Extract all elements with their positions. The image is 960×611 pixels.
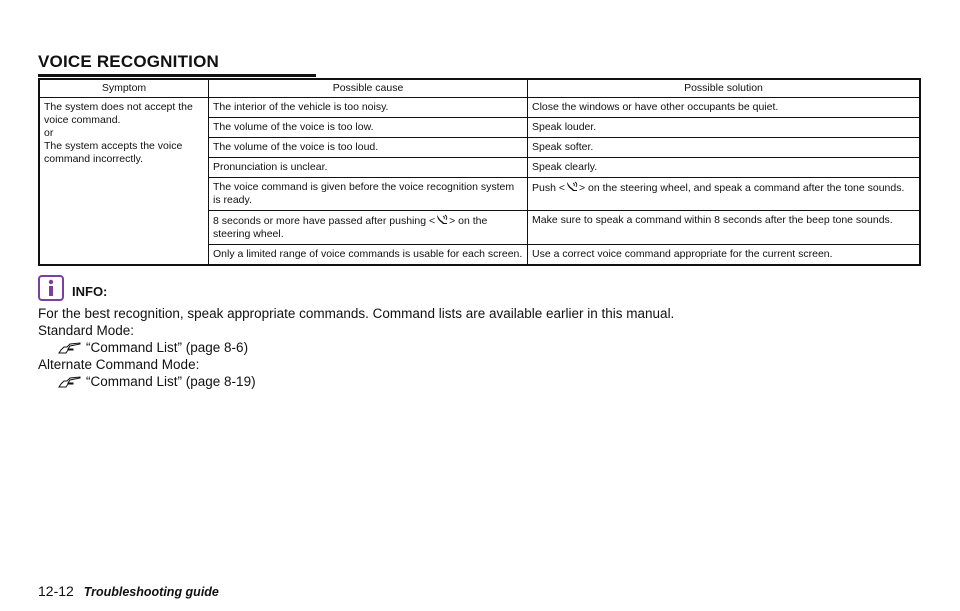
pointing-hand-icon [58, 341, 82, 355]
standard-mode-label: Standard Mode: [38, 323, 135, 338]
alternate-mode-ref-text[interactable]: “Command List” (page 8-19) [86, 374, 256, 389]
header-possible-cause: Possible cause [209, 79, 528, 98]
alternate-mode-label: Alternate Command Mode: [38, 357, 200, 372]
troubleshooting-table [38, 78, 921, 266]
talk-switch-icon [565, 181, 579, 192]
cause-cell: The volume of the voice is too low. [209, 118, 528, 138]
info-i-glyph [44, 279, 58, 297]
solution-cell: Close the windows or have other occupants be quiet. [528, 98, 921, 118]
symptom-cell [39, 98, 209, 266]
solution-cell: Make sure to speak a command within 8 seconds after the beep tone sounds. [528, 211, 921, 245]
talk-switch-icon [435, 214, 449, 225]
info-label: INFO: [72, 283, 108, 299]
solution-text-pre: Push < [532, 182, 565, 194]
section-title: VOICE RECOGNITION [38, 52, 219, 71]
table-header-row [39, 79, 920, 98]
info-heading [38, 275, 107, 301]
info-description: For the best recognition, speak appropriate commands. Command lists are available earlier in this manual. [38, 306, 675, 321]
cause-cell: Pronunciation is unclear. [209, 158, 528, 178]
solution-cell: Speak softer. [528, 138, 921, 158]
title-underline [38, 74, 316, 77]
info-body [38, 305, 674, 390]
solution-cell: Speak clearly. [528, 158, 921, 178]
cause-cell: The voice command is given before the voice recognition system is ready. [209, 178, 528, 211]
symptom-text: The system does not accept the voice command. or The system accepts the voice command incorrectly. [44, 101, 193, 165]
cause-text-post: > on the steering wheel. [213, 215, 488, 240]
standard-mode-ref-text[interactable]: “Command List” (page 8-6) [86, 340, 249, 355]
cause-cell: Only a limited range of voice commands is usable for each screen. [209, 245, 528, 266]
cause-cell: The volume of the voice is too loud. [209, 138, 528, 158]
page-footer [38, 583, 219, 599]
info-icon [38, 275, 64, 301]
header-symptom: Symptom [39, 79, 209, 98]
cause-text-pre: 8 seconds or more have passed after pushing < [213, 215, 436, 227]
solution-cell: Speak louder. [528, 118, 921, 138]
cause-cell: The interior of the vehicle is too noisy. [209, 98, 528, 118]
solution-cell: Use a correct voice command appropriate for the current screen. [528, 245, 921, 266]
page-number: 12-12 [38, 583, 74, 599]
alternate-mode-reference[interactable] [38, 373, 674, 390]
header-possible-solution: Possible solution [528, 79, 921, 98]
solution-cell [528, 178, 921, 211]
standard-mode-reference[interactable] [38, 339, 674, 356]
solution-text-post: > on the steering wheel, and speak a command after the tone sounds. [578, 182, 905, 194]
pointing-hand-icon [58, 375, 82, 389]
section-title-block [38, 52, 316, 77]
table-row [39, 98, 920, 118]
cause-cell [209, 211, 528, 245]
footer-section-name: Troubleshooting guide [83, 585, 219, 599]
